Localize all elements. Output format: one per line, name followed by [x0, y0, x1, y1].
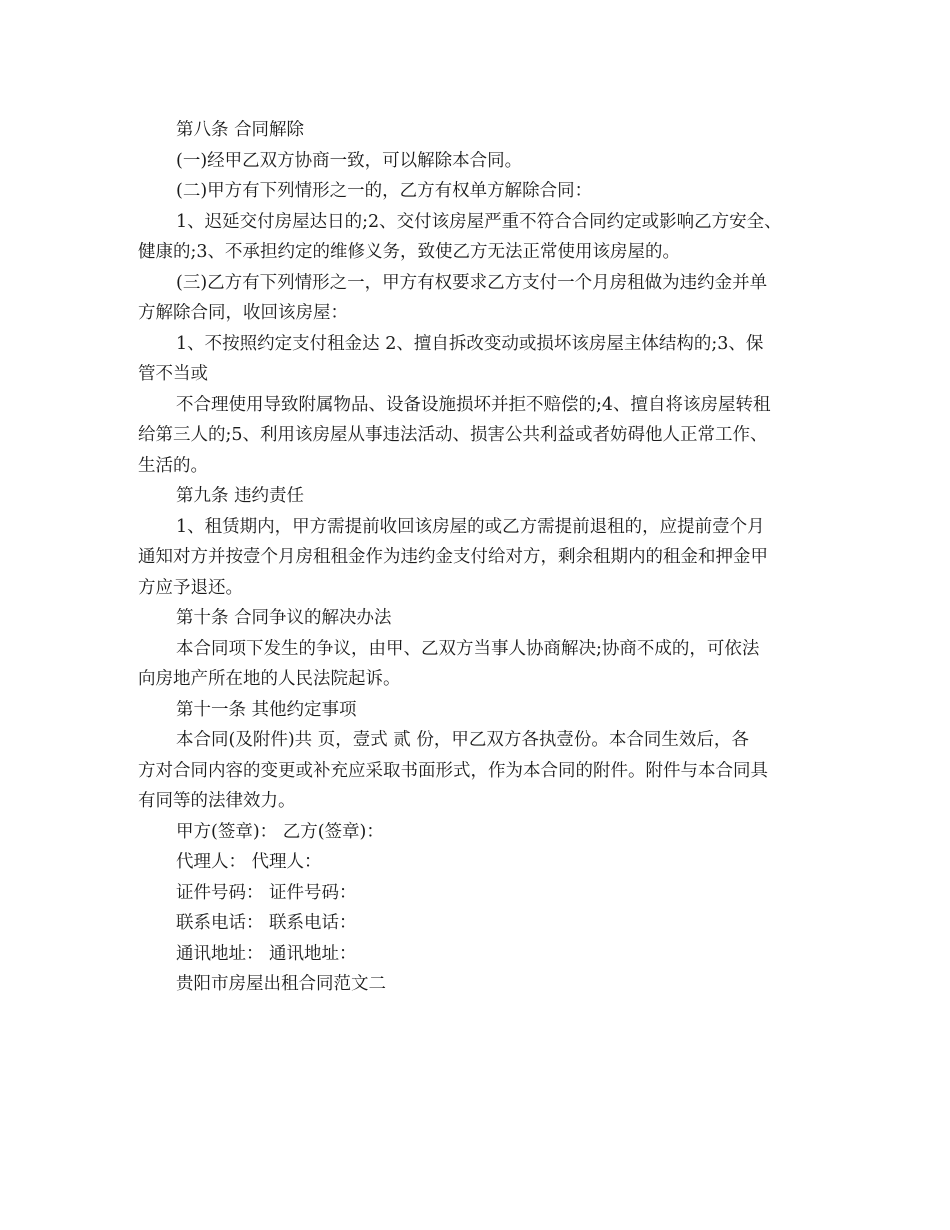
paragraph-line: 本合同项下发生的争议，由甲、乙双方当事人协商解决;协商不成的，可依法 [176, 638, 760, 659]
paragraph-line: 方应予退还。 [138, 577, 243, 598]
article-11-heading: 第十一条 其他约定事项 [176, 699, 357, 720]
agent-line: 代理人： 代理人： [176, 852, 322, 872]
next-section-title: 贵阳市房屋出租合同范文二 [176, 974, 386, 994]
paragraph-line: 通知对方并按壹个月房租租金作为违约金支付给对方，剩余租期内的租金和押金甲 [138, 547, 768, 567]
paragraph-line: 有同等的法律效力。 [138, 791, 296, 811]
signature-party-line: 甲方(签章)： 乙方(签章)： [176, 821, 384, 842]
paragraph-line: 生活的。 [138, 455, 208, 476]
paragraph-line: 1、不按照约定支付租金达 2、擅自拆改变动或损坏该房屋主体结构的;3、保 [176, 333, 764, 354]
paragraph-line: 给第三人的;5、利用该房屋从事违法活动、损害公共利益或者妨碍他人正常工作、 [138, 425, 768, 445]
paragraph-line: 1、迟延交付房屋达日的;2、交付该房屋严重不符合合同约定或影响乙方安全、 [176, 211, 782, 232]
paragraph-line: 健康的;3、不承担约定的维修义务，致使乙方无法正常使用该房屋的。 [138, 242, 681, 262]
paragraph-line: 管不当或 [138, 364, 208, 384]
id-number-line: 证件号码： 证件号码： [176, 882, 357, 903]
article-10-heading: 第十条 合同争议的解决办法 [176, 608, 392, 628]
paragraph-line: 方对合同内容的变更或补充应采取书面形式，作为本合同的附件。附件与本合同具 [138, 760, 768, 781]
article-9-heading: 第九条 违约责任 [176, 486, 305, 506]
paragraph-line: (一)经甲乙双方协商一致，可以解除本合同。 [176, 150, 523, 171]
paragraph-line: 本合同(及附件)共 页，壹式 贰 份，甲乙双方各执壹份。本合同生效后，各 [176, 730, 749, 750]
document-body [138, 115, 818, 1000]
paragraph-line: 向房地产所在地的人民法院起诉。 [138, 669, 401, 689]
paragraph-line: (二)甲方有下列情形之一的，乙方有权单方解除合同： [176, 181, 593, 201]
article-8-heading: 第八条 合同解除 [176, 120, 305, 140]
paragraph-line: 1、租赁期内，甲方需提前收回该房屋的或乙方需提前退租的，应提前壹个月 [176, 516, 765, 537]
paragraph-line: 方解除合同，收回该房屋： [138, 303, 348, 323]
paragraph-line: 不合理使用导致附属物品、设备设施损坏并拒不赔偿的;4、擅自将该房屋转租 [176, 394, 771, 415]
paragraph-line: (三)乙方有下列情形之一，甲方有权要求乙方支付一个月房租做为违约金并单 [176, 272, 768, 293]
phone-line: 联系电话： 联系电话： [176, 913, 357, 933]
address-line: 通讯地址： 通讯地址： [176, 943, 357, 964]
